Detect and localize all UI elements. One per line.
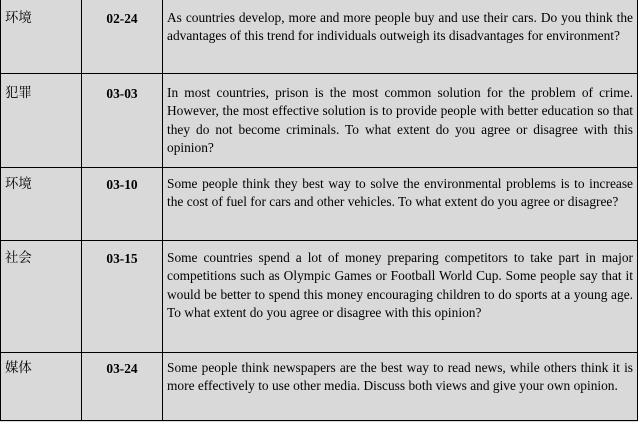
- topic-category: 环境: [1, 168, 82, 241]
- topic-date-code: 03-15: [82, 241, 163, 353]
- topic-category: 环境: [1, 0, 82, 74]
- topic-text: Some people think newspapers are the best way to read news, while others think it is more effectively to use other media. Discuss both views and give your own opinion.: [163, 353, 638, 421]
- topic-category: 社会: [1, 241, 82, 353]
- table-row: [1, 74, 638, 168]
- topic-category: 媒体: [1, 353, 82, 421]
- topic-text: Some countries spend a lot of money preparing competitors to take part in major competitions such as Olympic Games or Football World Cup. Some people say that it would be better to spend this money encouraging children to do sports at a young age. To what extent do you agree or disagree with this opinion?: [163, 241, 638, 353]
- topic-date-code: 03-03: [82, 74, 163, 168]
- table-row: [1, 0, 638, 74]
- topic-text: In most countries, prison is the most common solution for the problem of crime. However, the most effective solution is to provide people with better education so that they do not become criminals. To what extent do you agree or disagree with this opinion?: [163, 74, 638, 168]
- topic-text: Some people think they best way to solve the environmental problems is to increase the cost of fuel for cars and other vehicles. To what extent do you agree or disagree?: [163, 168, 638, 241]
- topic-date-code: 02-24: [82, 0, 163, 74]
- topic-category: 犯罪: [1, 74, 82, 168]
- topic-date-code: 03-24: [82, 353, 163, 421]
- topic-date-code: 03-10: [82, 168, 163, 241]
- table-row: [1, 241, 638, 353]
- table-row: [1, 353, 638, 421]
- topic-text: As countries develop, more and more people buy and use their cars. Do you think the advantages of this trend for individuals outweigh its disadvantages for environment?: [163, 0, 638, 74]
- table-row: [1, 168, 638, 241]
